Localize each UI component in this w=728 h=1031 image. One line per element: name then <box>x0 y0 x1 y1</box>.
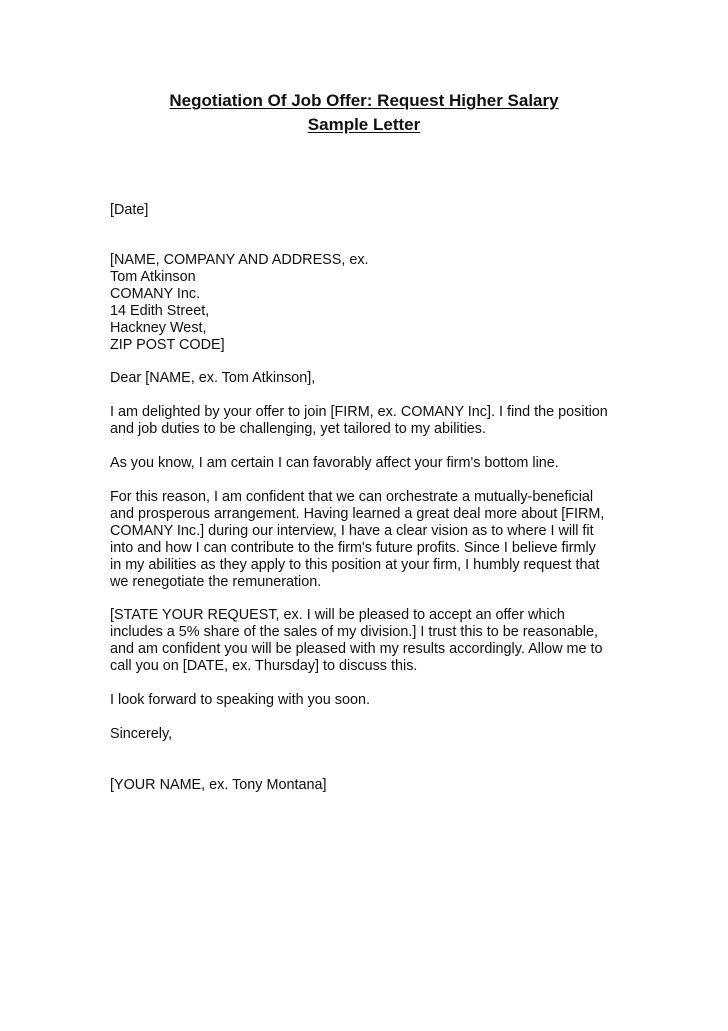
address-line: 14 Edith Street, <box>110 303 210 319</box>
paragraph-line: we renegotiate the remuneration. <box>110 574 322 590</box>
paragraph-line: I am delighted by your offer to join [FIRM, ex. COMANY Inc]. I find the position <box>110 404 608 420</box>
paragraph-line: and job duties to be challenging, yet tailored to my abilities. <box>110 421 486 437</box>
paragraph-line: and am confident you will be pleased with my results accordingly. Allow me to <box>110 641 603 657</box>
paragraph-line: includes a 5% share of the sales of my division.] I trust this to be reasonable, <box>110 624 598 640</box>
paragraph-line: call you on [DATE, ex. Thursday] to discuss this. <box>110 658 418 674</box>
paragraph-line: [STATE YOUR REQUEST, ex. I will be pleased to accept an offer which <box>110 607 565 623</box>
salutation: Dear [NAME, ex. Tom Atkinson], <box>110 370 316 386</box>
letter-title-line-1: Negotiation Of Job Offer: Request Higher Salary <box>169 91 559 110</box>
paragraph-line: into and how I can contribute to the firm's future profits. Since I believe firmly <box>110 540 596 556</box>
paragraph-line: and prosperous arrangement. Having learned a great deal more about [FIRM, <box>110 506 605 522</box>
paragraph-line: in my abilities as they apply to this position at your firm, I humbly request that <box>110 557 600 573</box>
letter-title-line-2: Sample Letter <box>307 115 421 134</box>
closing: Sincerely, <box>110 726 173 742</box>
paragraph-line: I look forward to speaking with you soon. <box>110 692 370 708</box>
address-line: ZIP POST CODE] <box>110 337 225 353</box>
date-placeholder: [Date] <box>110 202 149 218</box>
paragraph-line: COMANY Inc.] during our interview, I have a clear vision as to where I will fit <box>110 523 594 539</box>
address-line: Tom Atkinson <box>110 269 196 285</box>
paragraph-line: As you know, I am certain I can favorably affect your firm's bottom line. <box>110 455 559 471</box>
paragraph-line: For this reason, I am confident that we can orchestrate a mutually-beneficial <box>110 489 594 505</box>
signature-placeholder: [YOUR NAME, ex. Tony Montana] <box>110 777 327 793</box>
address-line: Hackney West, <box>110 320 207 336</box>
address-line: COMANY Inc. <box>110 286 201 302</box>
address-line: [NAME, COMPANY AND ADDRESS, ex. <box>110 252 369 268</box>
